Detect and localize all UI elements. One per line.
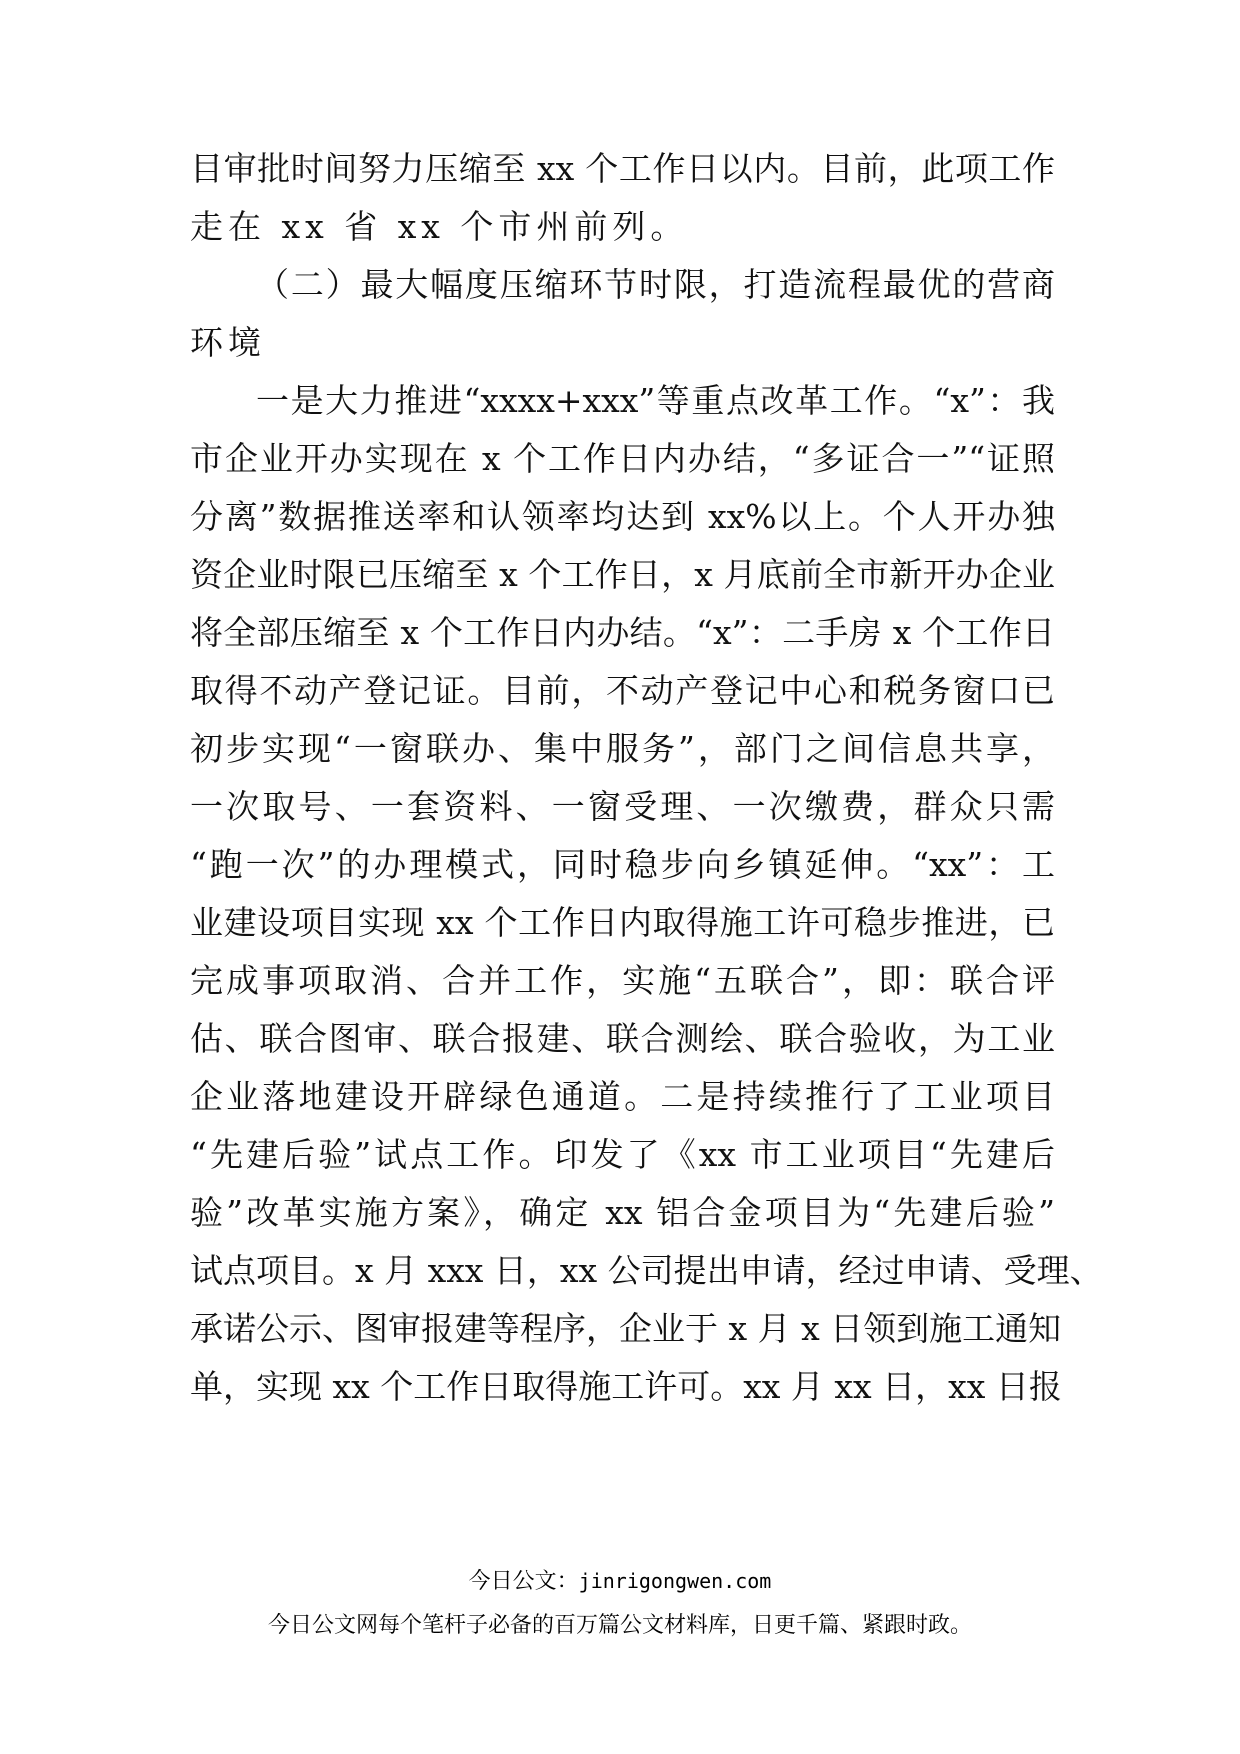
body-line-19: 承诺公示、图审报建等程序，企业于 x 月 x 日领到施工通知 xyxy=(190,1309,1062,1348)
body-line-15: 企业落地建设开辟绿色通道。二是持续推行了工业项目 xyxy=(190,1077,1055,1116)
body-line-10: 一次取号、一套资料、一窗受理、一次缴费，群众只需 xyxy=(190,787,1055,826)
footer-slogan: 今日公文网每个笔杆子必备的百万篇公文材料库，日更千篇、紧跟时政。 xyxy=(267,1613,972,1638)
body-line-11: “跑一次”的办理模式，同时稳步向乡镇延伸。“xx”：工 xyxy=(190,845,1055,884)
body-line-3: 一是大力推进“xxxx+xxx”等重点改革工作。“x”：我 xyxy=(256,381,1055,420)
footer-source-link[interactable]: jinrigongwen.com xyxy=(578,1569,772,1593)
body-line-8: 取得不动产登记证。目前，不动产登记中心和税务窗口已 xyxy=(190,671,1055,710)
body-line-20: 单，实现 xx 个工作日取得施工许可。xx 月 xx 日，xx 日报 xyxy=(190,1367,1062,1406)
body-line-5: 分离”数据推送率和认领率均达到 xx%以上。个人开办独 xyxy=(190,497,1055,536)
footer-source xyxy=(0,1566,1240,1597)
section-heading-line-2: 环境 xyxy=(190,323,266,362)
body-line-2: 走在 xx 省 xx 个市州前列。 xyxy=(190,207,689,246)
body-line-1: 目审批时间努力压缩至 xx 个工作日以内。目前，此项工作 xyxy=(190,149,1055,188)
footer-source-label: 今日公文： xyxy=(468,1569,579,1594)
body-line-12: 业建设项目实现 xx 个工作日内取得施工许可稳步推进，已 xyxy=(190,903,1055,942)
body-line-14: 估、联合图审、联合报建、联合测绘、联合验收，为工业 xyxy=(190,1019,1055,1058)
body-line-16: “先建后验”试点工作。印发了《xx 市工业项目“先建后 xyxy=(190,1135,1055,1174)
body-line-13: 完成事项取消、合并工作，实施“五联合”，即：联合评 xyxy=(190,961,1055,1000)
body-line-9: 初步实现“一窗联办、集中服务”，部门之间信息共享， xyxy=(190,729,1055,768)
section-heading-line-1: （二）最大幅度压缩环节时限，打造流程最优的营商 xyxy=(256,265,1055,304)
body-line-17: 验”改革实施方案》，确定 xx 铝合金项目为“先建后验” xyxy=(190,1193,1055,1232)
body-line-6: 资企业时限已压缩至 x 个工作日，x 月底前全市新开办企业 xyxy=(190,555,1055,594)
body-line-18: 试点项目。x 月 xxx 日，xx 公司提出申请，经过申请、受理、 xyxy=(190,1251,1103,1290)
body-line-7: 将全部压缩至 x 个工作日内办结。“x”：二手房 x 个工作日 xyxy=(190,613,1055,652)
body-line-4: 市企业开办实现在 x 个工作日内办结，“多证合一”“证照 xyxy=(190,439,1055,478)
